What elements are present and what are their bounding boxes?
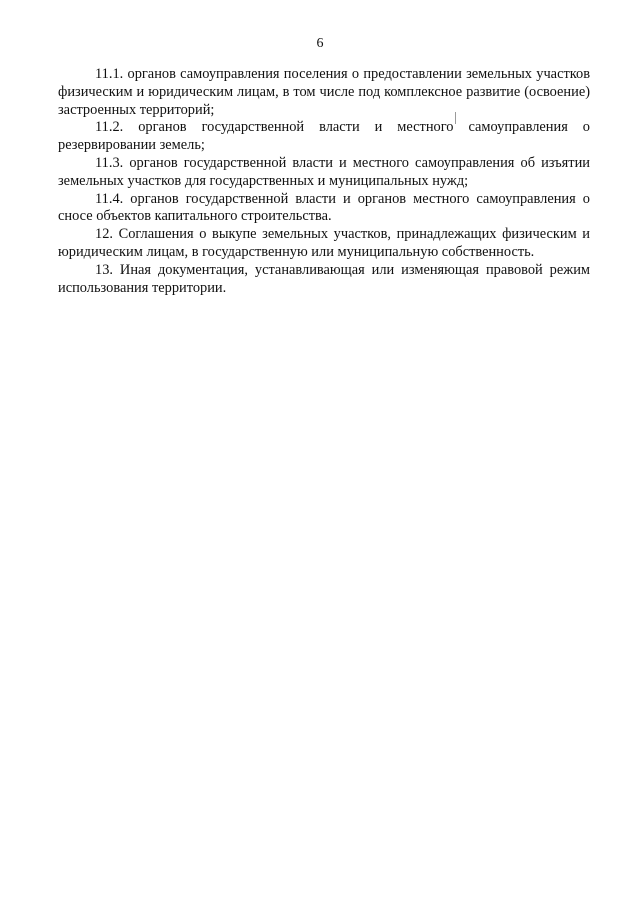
paragraph-13: 13. Иная документация, устанавливающая или изменяющая правовой режим использования территории. [58, 261, 590, 296]
paragraph-12: 12. Соглашения о выкупе земельных участков, принадлежащих физическим и юридическим лицам, в государственную или муниципальную собственность. [58, 226, 590, 260]
paragraph-11-4: 11.4. органов государственной власти и органов местного самоуправления о сносе объектов капитального строительства. [58, 190, 590, 225]
paragraph-11-3: 11.3. органов государственной власти и местного самоуправления об изъятии земельных участков для государственных и муниципальных нужд; [58, 154, 590, 189]
paragraph-11-2: 11.2. органов государственной власти и местного самоуправления о резервировании земель; [58, 119, 590, 154]
page-number: 6 [316, 36, 324, 51]
paragraph-11-1: 11.1. органов самоуправления поселения о предоставлении земельных участков физическим и юридическим лицам, в том числе под комплексное развитие (освоение) застроенных территорий; [58, 66, 590, 118]
document-body [58, 66, 590, 297]
